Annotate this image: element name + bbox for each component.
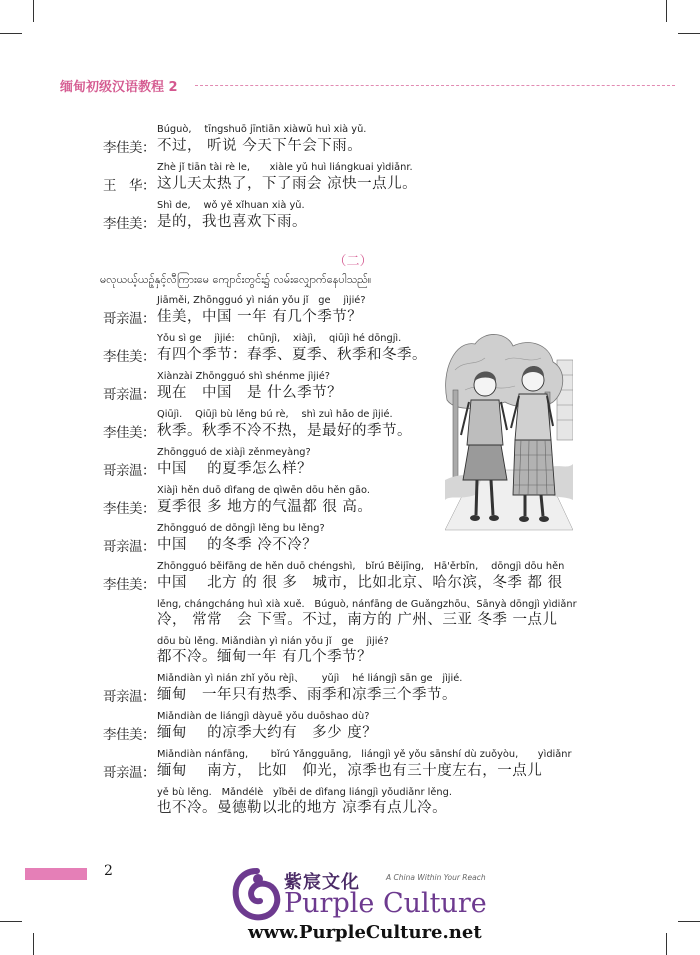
speaker-label: 哥亲温： [103, 765, 155, 781]
hanzi-line: 中国 的冬季 冷不冷？ [157, 537, 318, 553]
pinyin-line: Miǎndiàn de liángjì dàyuē yǒu duōshao dù? [157, 711, 370, 722]
watermark-english-name: Purple Culture [284, 888, 487, 919]
pinyin-line: Miǎndiàn nánfāng, bǐrú Yǎngguāng, liángjì yě yǒu sānshí dù zuǒyòu, yìdiǎnr [157, 749, 572, 760]
speaker-label: 李佳美： [103, 216, 155, 232]
pinyin-line: yě bù lěng. Mǎndélè yǐběi de dìfang liángjì yǒudiǎnr lěng. [157, 787, 452, 798]
crop-mark-top-right-h [678, 33, 700, 34]
pinyin-line: Shì de, wǒ yě xǐhuan xià yǔ. [157, 200, 305, 211]
page-number: 2 [104, 863, 113, 879]
hanzi-line: 缅甸 一年只有热季、雨季和凉季三个季节。 [157, 687, 457, 703]
dialogue-turn [103, 199, 573, 232]
pinyin-line: Zhōngguó de xiàjì zěnmeyàng? [157, 447, 311, 458]
hanzi-line: 夏季很 多 地方的气温都 很 高。 [157, 499, 373, 515]
dialogue-turn-long [103, 560, 577, 667]
watermark-chinese-name: 紫宸文化 [284, 872, 360, 893]
speaker-label: 李佳美： [103, 727, 155, 743]
purple-culture-logo-icon [232, 867, 282, 923]
crop-mark-bottom-left-v [33, 933, 34, 955]
hanzi-line: 中国 的夏季怎么样？ [157, 461, 313, 477]
hanzi-line: 缅甸 南方， 比如 仰光，凉季也有三十度左右，一点儿 [157, 763, 543, 779]
pinyin-line: Xiànzài Zhōngguó shì shénme jìjié? [157, 371, 331, 382]
hanzi-line: 中国 北方 的 很 多 城市，比如北京、哈尔滨，冬季 都 很 [157, 575, 563, 591]
pinyin-line: Zhōngguó běifāng de hěn duō chéngshì, bǐrú Běijīng, Hā'ěrbīn, dōngjì dōu hěn [157, 561, 565, 572]
myanmar-scene-description: မလုယယ့်ယဉ့်နှင့်လီကြားမေ ကျောင်းတွင်း၌ လမ်းလျှောက်နေပါသည်။ [100, 273, 372, 286]
pinyin-line: Miǎndiàn yì nián zhǐ yǒu rèjì、 yǔjì hé liángjì sān ge jìjié. [157, 673, 463, 684]
students-walking-illustration [445, 330, 573, 532]
page-number-bar [25, 868, 87, 880]
pinyin-line: Xiàjì hěn duō dìfang de qìwēn dōu hěn gāo. [157, 485, 370, 496]
hanzi-line: 都不冷。缅甸一年 有几个季节？ [157, 649, 373, 665]
speaker-label: 哥亲温： [103, 539, 155, 555]
crop-mark-top-left-v [33, 0, 34, 22]
hanzi-line: 佳美，中国 一年 有几个季节？ [157, 309, 363, 325]
speaker-label: 李佳美： [103, 140, 155, 156]
dialogue-turn-long [103, 748, 573, 818]
speaker-label: 哥亲温： [103, 311, 155, 327]
speaker-label: 哥亲温： [103, 463, 155, 479]
hanzi-line: 也不冷。曼德勒以北的地方 凉季有点儿冷。 [157, 800, 448, 816]
crop-mark-bottom-right-v [666, 933, 667, 955]
hanzi-line: 有四个季节：春季、夏季、秋季和冬季。 [157, 347, 427, 363]
pinyin-line: Yǒu sì ge jìjié: chūnjì, xiàjì, qiūjì hé dōngjì. [157, 333, 402, 344]
hanzi-line: 冷， 常常 会 下雪。不过，南方的 广州、三亚 冬季 一点儿 [157, 612, 558, 628]
section-title: （二） [333, 254, 373, 269]
header-divider [195, 85, 675, 86]
speaker-label: 哥亲温： [103, 689, 155, 705]
speaker-label: 王 华： [103, 178, 155, 194]
pinyin-line: lěng, chángcháng huì xià xuě. Búguò, nánfāng de Guǎngzhōu、Sānyà dōngjì yìdiǎnr [157, 599, 577, 610]
hanzi-line: 这儿天太热了，下了雨会 凉快一点儿。 [157, 176, 418, 192]
dialogue-turn [103, 123, 573, 156]
dialogue-turn [103, 672, 573, 705]
crop-mark-top-right-v [666, 0, 667, 22]
dialogue-turn [103, 294, 573, 327]
speaker-label: 李佳美： [103, 577, 155, 593]
speaker-label: 李佳美： [103, 349, 155, 365]
dialogue-turn [103, 161, 573, 194]
hanzi-line: 是的，我也喜欢下雨。 [157, 214, 307, 230]
book-title: 缅甸初级汉语教程 2 [60, 80, 178, 95]
hanzi-line: 秋季。秋季不冷不热，是最好的季节。 [157, 423, 412, 439]
watermark-tagline: A China Within Your Reach [386, 873, 486, 882]
watermark-url: www.PurpleCulture.net [248, 922, 482, 943]
hanzi-line: 缅甸 的凉季大约有 多少 度？ [157, 725, 378, 741]
speaker-label: 李佳美： [103, 501, 155, 517]
speaker-label: 李佳美： [103, 425, 155, 441]
pinyin-line: dōu bù lěng. Miǎndiàn yì nián yǒu jǐ ge jìjié? [157, 636, 389, 647]
crop-mark-bottom-left-h [0, 921, 22, 922]
pinyin-line: Zhōngguó de dōngjì lěng bu lěng? [157, 523, 325, 534]
pinyin-line: Zhè jǐ tiān tài rè le, xiàle yǔ huì liángkuai yìdiǎnr. [157, 162, 413, 173]
hanzi-line: 现在 中国 是 什么季节？ [157, 385, 343, 401]
pinyin-line: Búguò, tīngshuō jīntiān xiàwǔ huì xià yǔ. [157, 124, 367, 135]
pinyin-line: Qiūjì. Qiūjì bù lěng bú rè, shì zuì hǎo de jìjié. [157, 409, 393, 420]
crop-mark-bottom-right-h [678, 921, 700, 922]
hanzi-line: 不过， 听说 今天下午会下雨。 [157, 138, 363, 154]
pinyin-line: Jiāměi, Zhōngguó yì nián yǒu jǐ ge jìjié? [157, 295, 366, 306]
dialogue-turn [103, 710, 573, 743]
speaker-label: 哥亲温： [103, 387, 155, 403]
crop-mark-top-left-h [0, 33, 22, 34]
